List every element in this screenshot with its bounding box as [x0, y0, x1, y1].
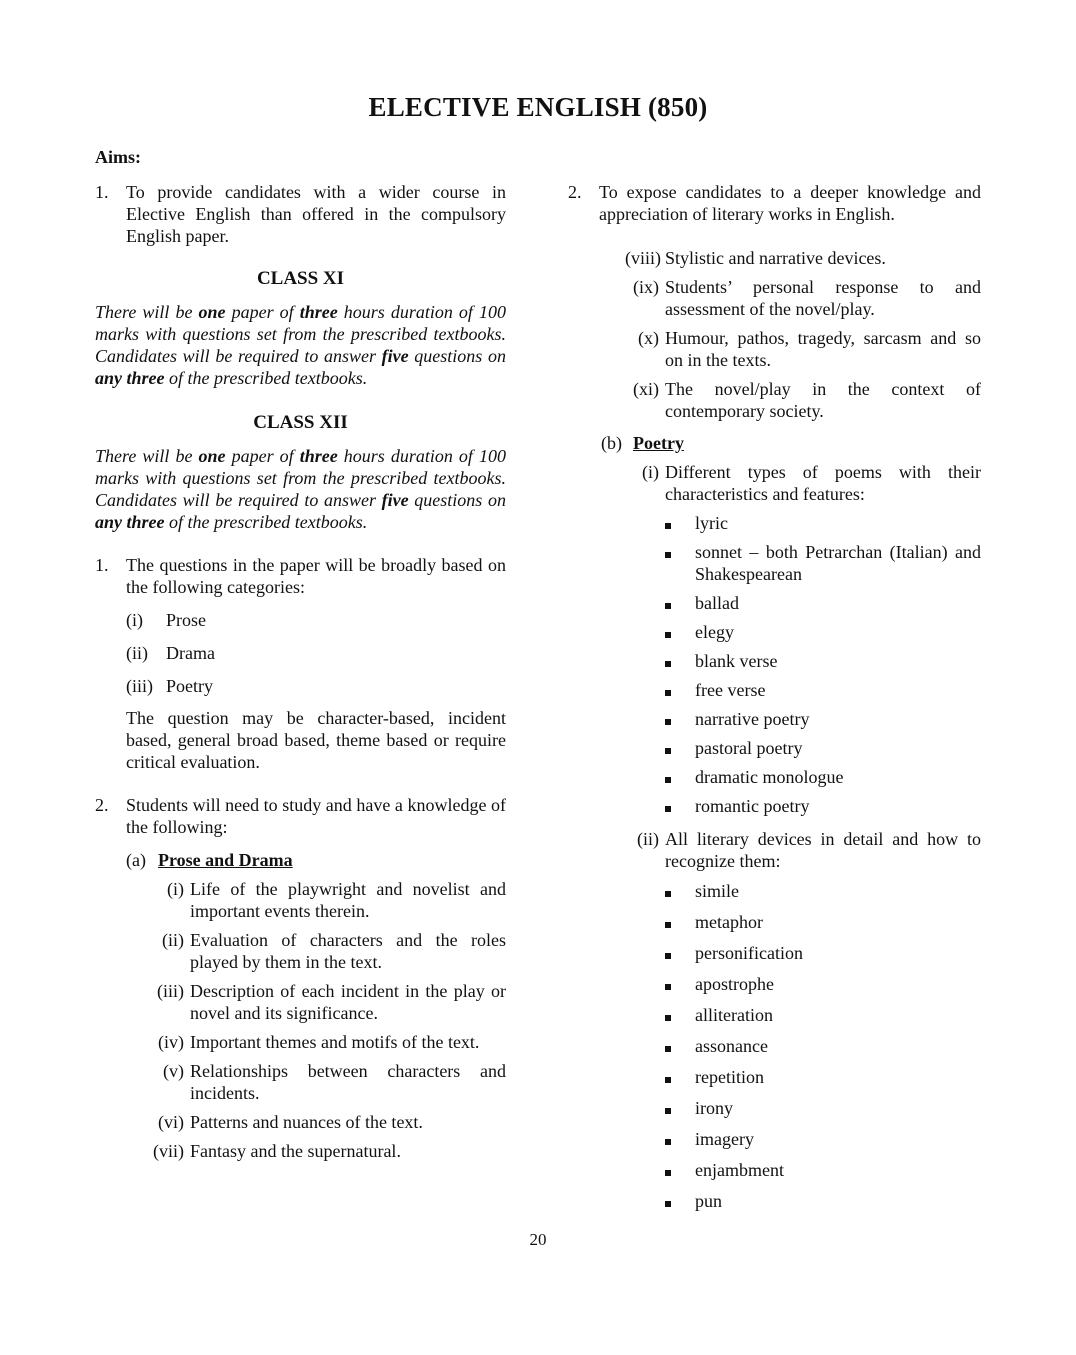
- section-prose-drama: (a) Prose and Drama: [126, 849, 506, 871]
- list-item: (iv) Important themes and motifs of the text.: [158, 1032, 480, 1052]
- aim-item: [568, 181, 981, 225]
- aim-text: To provide candidates with a wider course in Elective English than offered in the compulsory English paper.: [126, 182, 506, 246]
- bullet-item: pun: [665, 1190, 981, 1212]
- prose-drama-list-continued: [625, 247, 981, 422]
- list-item: (vi) Patterns and nuances of the text.: [158, 1112, 423, 1132]
- bullet-item: romantic poetry: [665, 795, 981, 817]
- page-number: 20: [529, 1230, 547, 1249]
- bullet-item: narrative poetry: [665, 708, 981, 730]
- point-number: 2.: [95, 795, 109, 815]
- poetry-title: Poetry: [633, 433, 684, 453]
- list-item: (xi) The novel/play in the context of contemporary society.: [633, 379, 981, 421]
- bullet-item: alliteration: [665, 1004, 981, 1026]
- category-item: (i) Prose: [126, 610, 206, 630]
- aim-item: [95, 181, 506, 247]
- aim-text: To expose candidates to a deeper knowledge and appreciation of literary works in English.: [599, 182, 981, 224]
- bullet-item: free verse: [665, 679, 981, 701]
- bullet-item: elegy: [665, 621, 981, 643]
- poem-types-list: [665, 512, 981, 817]
- bullet-item: sonnet – both Petrarchan (Italian) and Shakespearean: [665, 541, 981, 585]
- bullet-item: blank verse: [665, 650, 981, 672]
- poetry-item-devices: (ii) All literary devices in detail and how to recognize them:: [637, 829, 981, 871]
- list-item: (iii) Description of each incident in the play or novel and its significance.: [157, 981, 506, 1023]
- class-xii-heading: CLASS XII: [253, 412, 348, 433]
- bullet-item: apostrophe: [665, 973, 981, 995]
- point-1: [95, 554, 506, 773]
- bullet-item: enjambment: [665, 1159, 981, 1181]
- bullet-item: imagery: [665, 1128, 981, 1150]
- right-column: [568, 181, 981, 1212]
- section-poetry: (b) Poetry: [601, 432, 981, 454]
- bullet-item: pastoral poetry: [665, 737, 981, 759]
- list-item: (viii) Stylistic and narrative devices.: [625, 248, 886, 268]
- point-number: 1.: [95, 555, 109, 575]
- bullet-item: assonance: [665, 1035, 981, 1057]
- category-item: (ii) Drama: [126, 643, 215, 663]
- list-item: (v) Relationships between characters and incidents.: [163, 1061, 506, 1103]
- aims-label: Aims:: [95, 147, 141, 167]
- prose-drama-title: Prose and Drama: [158, 850, 293, 870]
- list-item: (i) Life of the playwright and novelist and important events therein.: [167, 879, 506, 921]
- category-item: (iii) Poetry: [126, 676, 213, 696]
- bullet-item: repetition: [665, 1066, 981, 1088]
- page-title: ELECTIVE ENGLISH (850): [368, 92, 708, 122]
- bullet-item: dramatic monologue: [665, 766, 981, 788]
- class-xii-paragraph: There will be one paper of three hours duration of 100 marks with questions set from the prescribed textbooks. Candidates will be required to answer five questions on any three of the prescribed textbooks.: [95, 446, 506, 532]
- point-2: [95, 794, 506, 871]
- bullet-item: personification: [665, 942, 981, 964]
- bullet-item: simile: [665, 880, 981, 902]
- list-item: (ii) Evaluation of characters and the roles played by them in the text.: [162, 930, 506, 972]
- list-item: (x) Humour, pathos, tragedy, sarcasm and so on in the texts.: [638, 328, 981, 370]
- category-note: The question may be character-based, incident based, general broad based, theme based or require critical evaluation.: [126, 708, 506, 772]
- bullet-item: metaphor: [665, 911, 981, 933]
- class-xi-paragraph: There will be one paper of three hours duration of 100 marks with questions set from the prescribed textbooks. Candidates will be required to answer five questions on any three of the prescribed textbooks.: [95, 302, 506, 388]
- class-xi-heading: CLASS XI: [256, 268, 345, 289]
- point-2-text: Students will need to study and have a knowledge of the following:: [126, 795, 506, 837]
- aim-number: 2.: [568, 182, 582, 202]
- bullet-item: lyric: [665, 512, 981, 534]
- prose-drama-list: [149, 878, 506, 1162]
- literary-devices-list: [665, 880, 981, 1212]
- aim-number: 1.: [95, 182, 109, 202]
- left-column: [95, 181, 506, 1162]
- poetry-item-types: (i) Different types of poems with their characteristics and features:: [642, 462, 981, 504]
- list-item: (vii) Fantasy and the supernatural.: [153, 1141, 401, 1161]
- bullet-item: irony: [665, 1097, 981, 1119]
- point-1-text: The questions in the paper will be broadly based on the following categories:: [126, 555, 506, 597]
- bullet-item: ballad: [665, 592, 981, 614]
- list-item: (ix) Students’ personal response to and assessment of the novel/play.: [633, 277, 981, 319]
